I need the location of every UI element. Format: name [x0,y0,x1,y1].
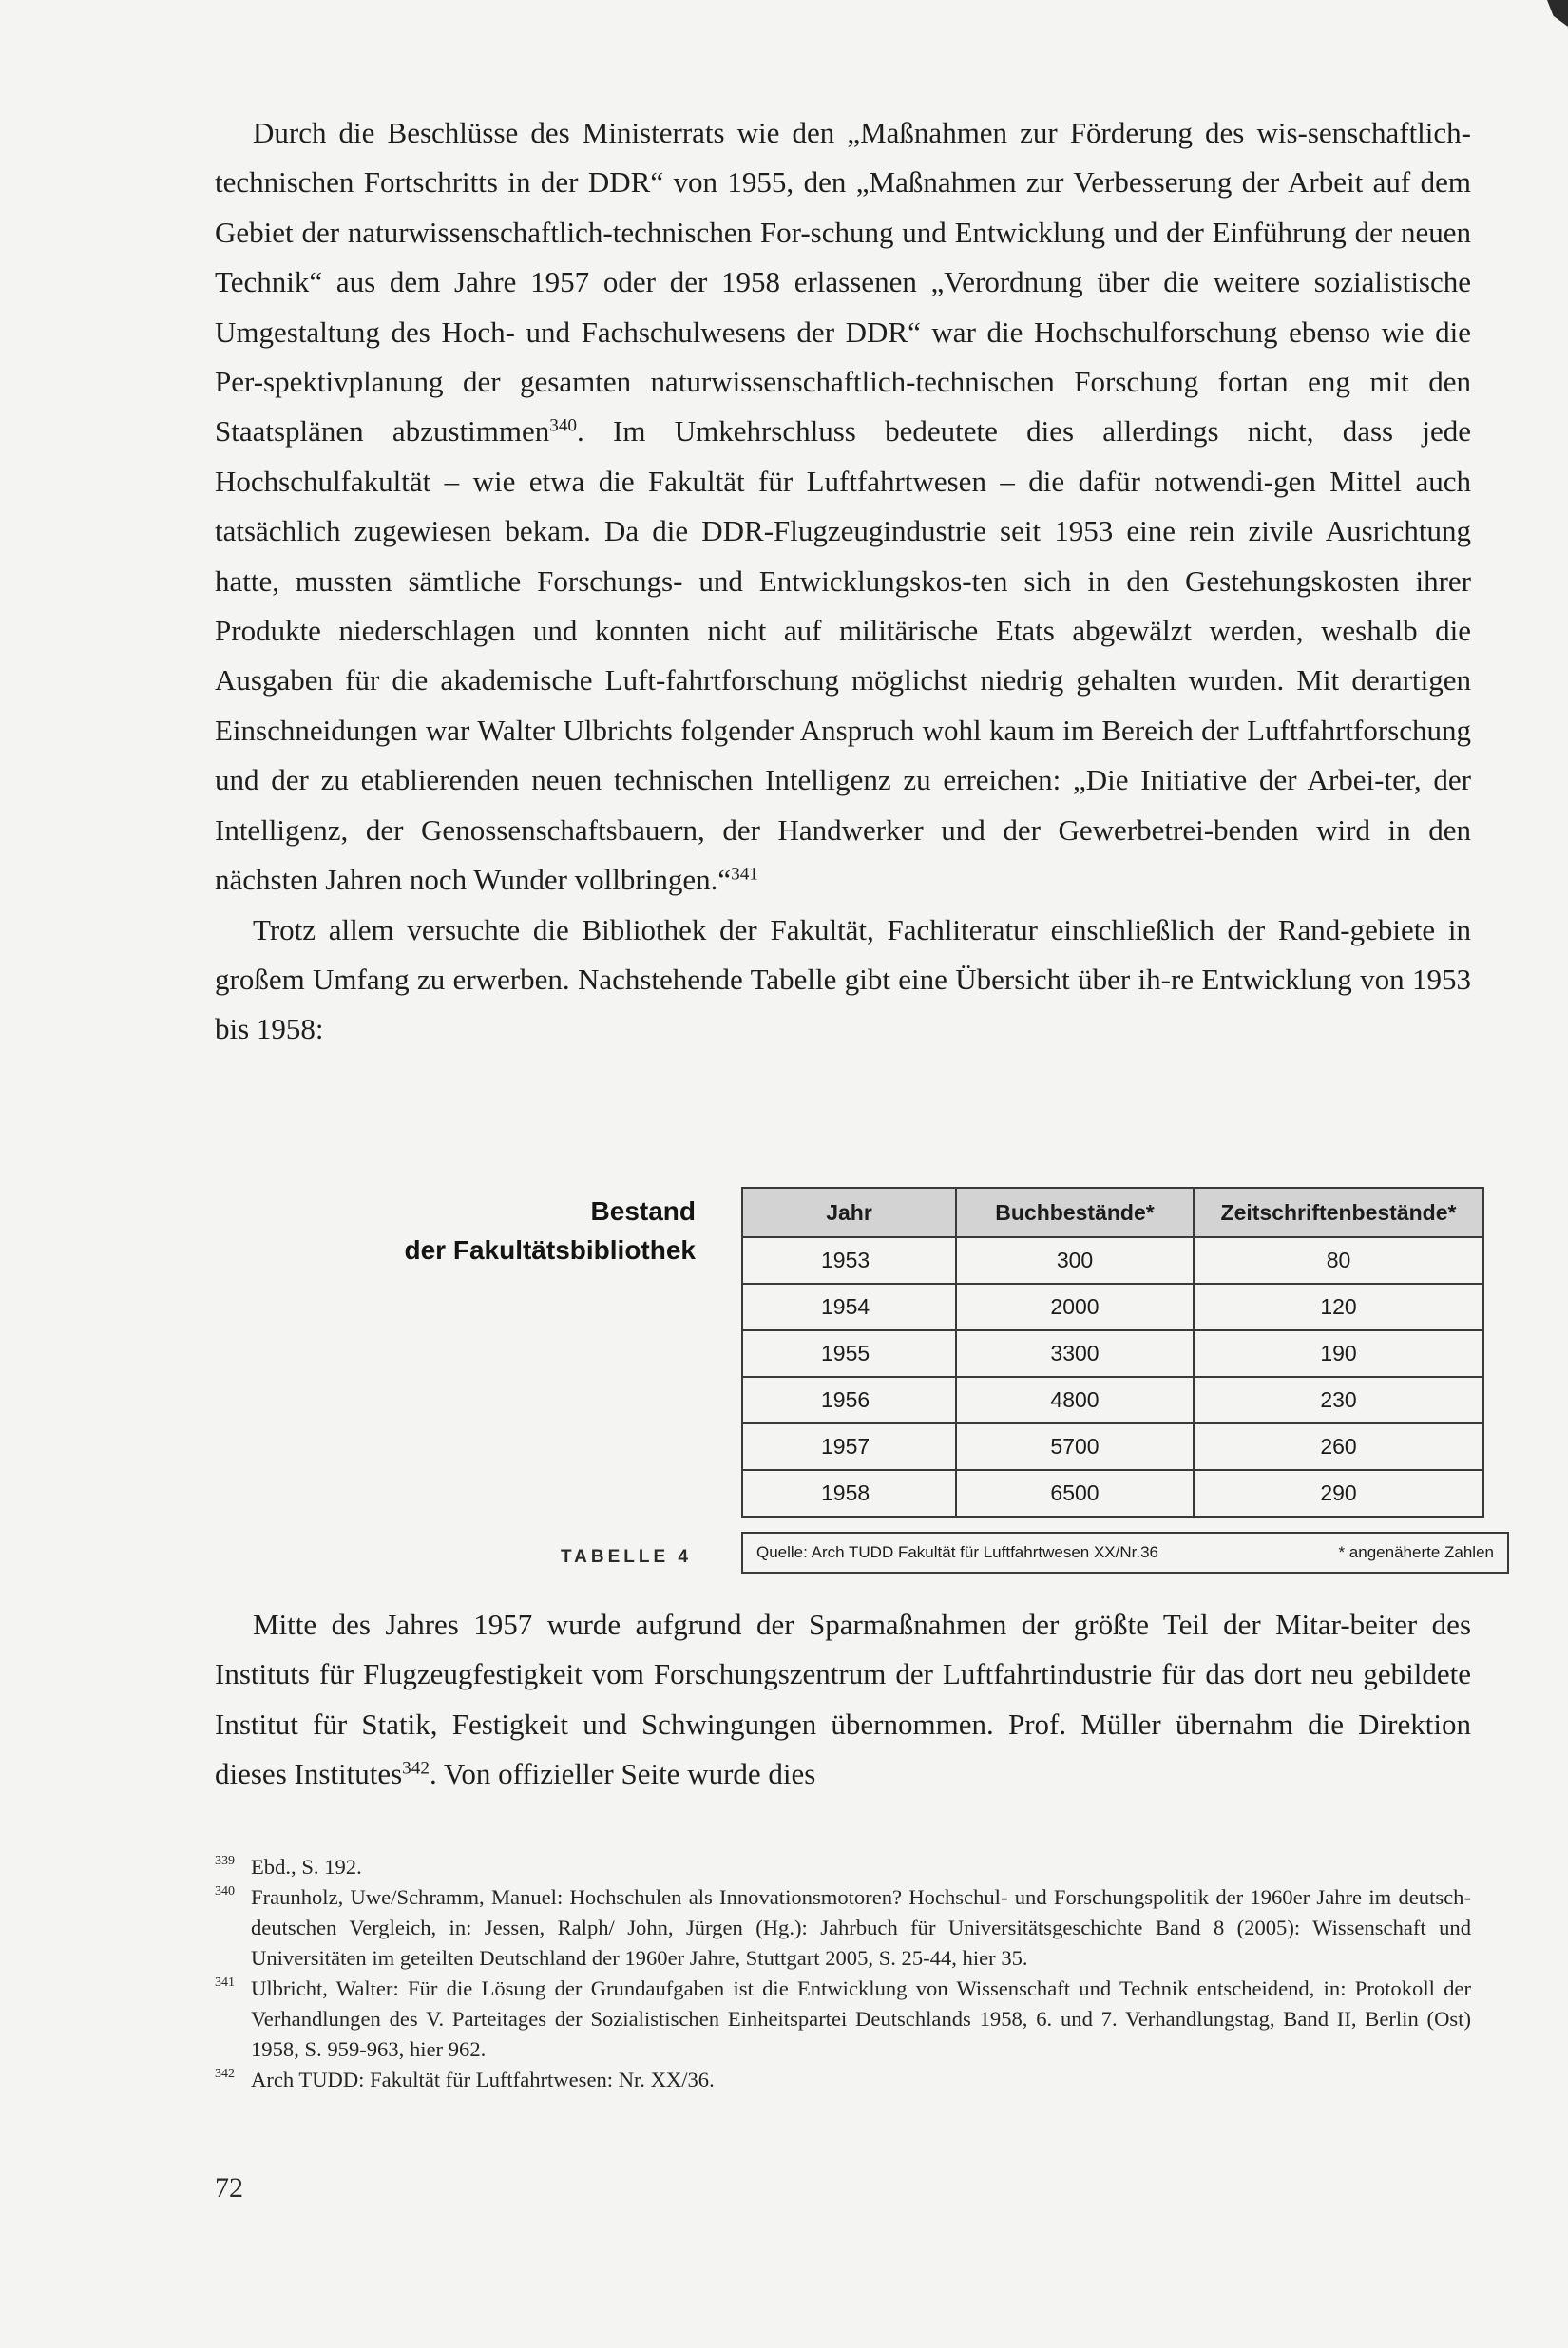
cell-year: 1956 [742,1377,956,1423]
footnote [215,1882,1471,1974]
footnote [215,1974,1471,2065]
footnote-number: 340 [215,1884,235,1899]
footnote-number: 342 [215,2067,235,2081]
cell-year: 1958 [742,1470,956,1517]
cell-books: 2000 [956,1284,1194,1330]
header-journals: Zeitschriftenbestände* [1194,1188,1483,1237]
table-number: TABELLE 4 [560,1547,692,1567]
table-source-row [741,1532,1509,1574]
table-source: Quelle: Arch TUDD Fakultät für Luftfahrtwesen XX/Nr.36 [756,1543,1158,1561]
footnote [215,2065,1471,2095]
table-row [742,1284,1483,1330]
cell-journals: 290 [1194,1470,1483,1517]
page-number: 72 [215,2172,243,2204]
cell-books: 6500 [956,1470,1194,1517]
table-caption [314,1192,696,1269]
body-text-top [215,108,1471,1055]
library-holdings-table [741,1187,1484,1518]
cell-journals: 190 [1194,1330,1483,1377]
table-row [742,1423,1483,1470]
cell-books: 5700 [956,1423,1194,1470]
table-row [742,1237,1483,1284]
cell-year: 1954 [742,1284,956,1330]
table-note: * angenäherte Zahlen [1338,1543,1494,1561]
cell-year: 1953 [742,1237,956,1284]
footnote-text: Ulbricht, Walter: Für die Lösung der Grundaufgaben ist die Entwicklung von Wissenschaft und Technik entscheidend, in: Protokoll der Verhandlungen des V. Parteitages der Sozialistischen Einheitspartei Deutschlands 1958, 6. und 7. Verhandlungstag, Band II, Berlin (Ost) 1958, S. 959-963, hier 962. [251,1976,1471,2061]
footnotes [215,1852,1471,2095]
paragraph-institute: Mitte des Jahres 1957 wurde aufgrund der Sparmaßnahmen der größte Teil der Mitar-beiter des Instituts für Flugzeugfestigkeit vom Forschungszentrum der Luftfahrtindustrie für das dort neu gebildete Institut für Statik, Festigkeit und Schwingungen übernommen. Prof. Müller übernahm die Direktion dieses Institutes$^{342}$. Von offizieller Seite wurde dies [215,1608,1472,1791]
table-row [742,1330,1483,1377]
body-text-bottom [215,1600,1471,1800]
footnote-ref-342: 342 [402,1758,430,1779]
cell-year: 1955 [742,1330,956,1377]
header-books: Buchbestände* [956,1188,1194,1237]
cell-year: 1957 [742,1423,956,1470]
header-year: Jahr [742,1188,956,1237]
paragraph-library: Trotz allem versuchte die Bibliothek der Fakultät, Fachliteratur einschließlich der Rand-gebiete in großem Umfang zu erwerben. Nachstehende Tabelle gibt eine Übersicht über ih-re Entwicklung von 1953 bis 1958: [215,912,1471,1046]
footnote-ref-341: 341 [731,864,758,885]
cell-journals: 230 [1194,1377,1483,1423]
page-edge-mark [1547,0,1568,27]
footnote [215,1852,1471,1882]
cell-journals: 80 [1194,1237,1483,1284]
footnote-text: Fraunholz, Uwe/Schramm, Manuel: Hochschulen als Innovationsmotoren? Hochschul- und Forschungspolitik der 1960er Jahre im deutsch-deutschen Vergleich, in: Jessen, Ralph/ John, Jürgen (Hg.): Jahrbuch für Universitätsgeschichte Band 8 (2005): Wissenschaft und Universitäten im geteilten Deutschland der 1960er Jahre, Stuttgart 2005, S. 25-44, hier 35. [251,1885,1471,1970]
footnote-number: 339 [215,1854,235,1868]
table-caption-line1: Bestand [590,1196,696,1226]
cell-journals: 120 [1194,1284,1483,1330]
table-caption-line2: der Fakultätsbibliothek [404,1235,696,1265]
cell-journals: 260 [1194,1423,1483,1470]
footnote-text: Arch TUDD: Fakultät für Luftfahrtwesen: Nr. XX/36. [251,2068,715,2091]
table-row [742,1470,1483,1517]
cell-books: 4800 [956,1377,1194,1423]
cell-books: 300 [956,1237,1194,1284]
table-row [742,1377,1483,1423]
cell-books: 3300 [956,1330,1194,1377]
table-header-row [742,1188,1483,1237]
paragraph-decisions: Durch die Beschlüsse des Ministerrats wie den „Maßnahmen zur Förderung des wis-senschaftlich-technischen Fortschritts in der DDR“ von 1955, den „Maßnahmen zur Verbesserung der Arbeit auf dem Gebiet der naturwissenschaftlich-technischen For-schung und Entwicklung und der Einführung der neuen Technik“ aus dem Jahre 1957 oder der 1958 erlassenen „Verordnung über die weitere sozialistische Umgestaltung des Hoch- und Fachschulwesens der DDR“ war die Hochschulforschung ebenso wie die Per-spektivplanung der gesamten naturwissenschaftlich-technischen Forschung fortan eng mit den Staatsplänen abzustimmen$^{340}$. Im Umkehrschluss bedeutete dies allerdings nicht, dass jede Hochschulfakultät – wie etwa die Fakultät für Luftfahrtwesen – die dafür notwendi-gen Mittel auch tatsächlich zugewiesen bekam. Da die DDR-Flugzeugindustrie seit 1953 eine rein zivile Ausrichtung hatte, mussten sämtliche Forschungs- und Entwicklungskos-ten sich in den Gestehungskosten ihrer Produkte niederschlagen und konnten nicht auf militärische Etats abgewälzt werden, weshalb die Ausgaben für die akademische Luft-fahrtforschung möglichst niedrig gehalten wurden. Mit derartigen Einschneidungen war Walter Ulbrichts folgender Anspruch wohl kaum im Bereich der Luftfahrtforschung und der zu etablierenden neuen technischen Intelligenz zu erreichen: „Die Initiative der Arbei-ter, der Intelligenz, der Genossenschaftsbauern, der Handwerker und der Gewerbetrei-benden wird in den nächsten Jahren noch Wunder vollbringen.“$^{341}$ [215,116,1472,897]
footnote-ref-340: 340 [549,415,578,436]
footnote-text: Ebd., S. 192. [251,1855,362,1879]
footnote-number: 341 [215,1976,235,1990]
